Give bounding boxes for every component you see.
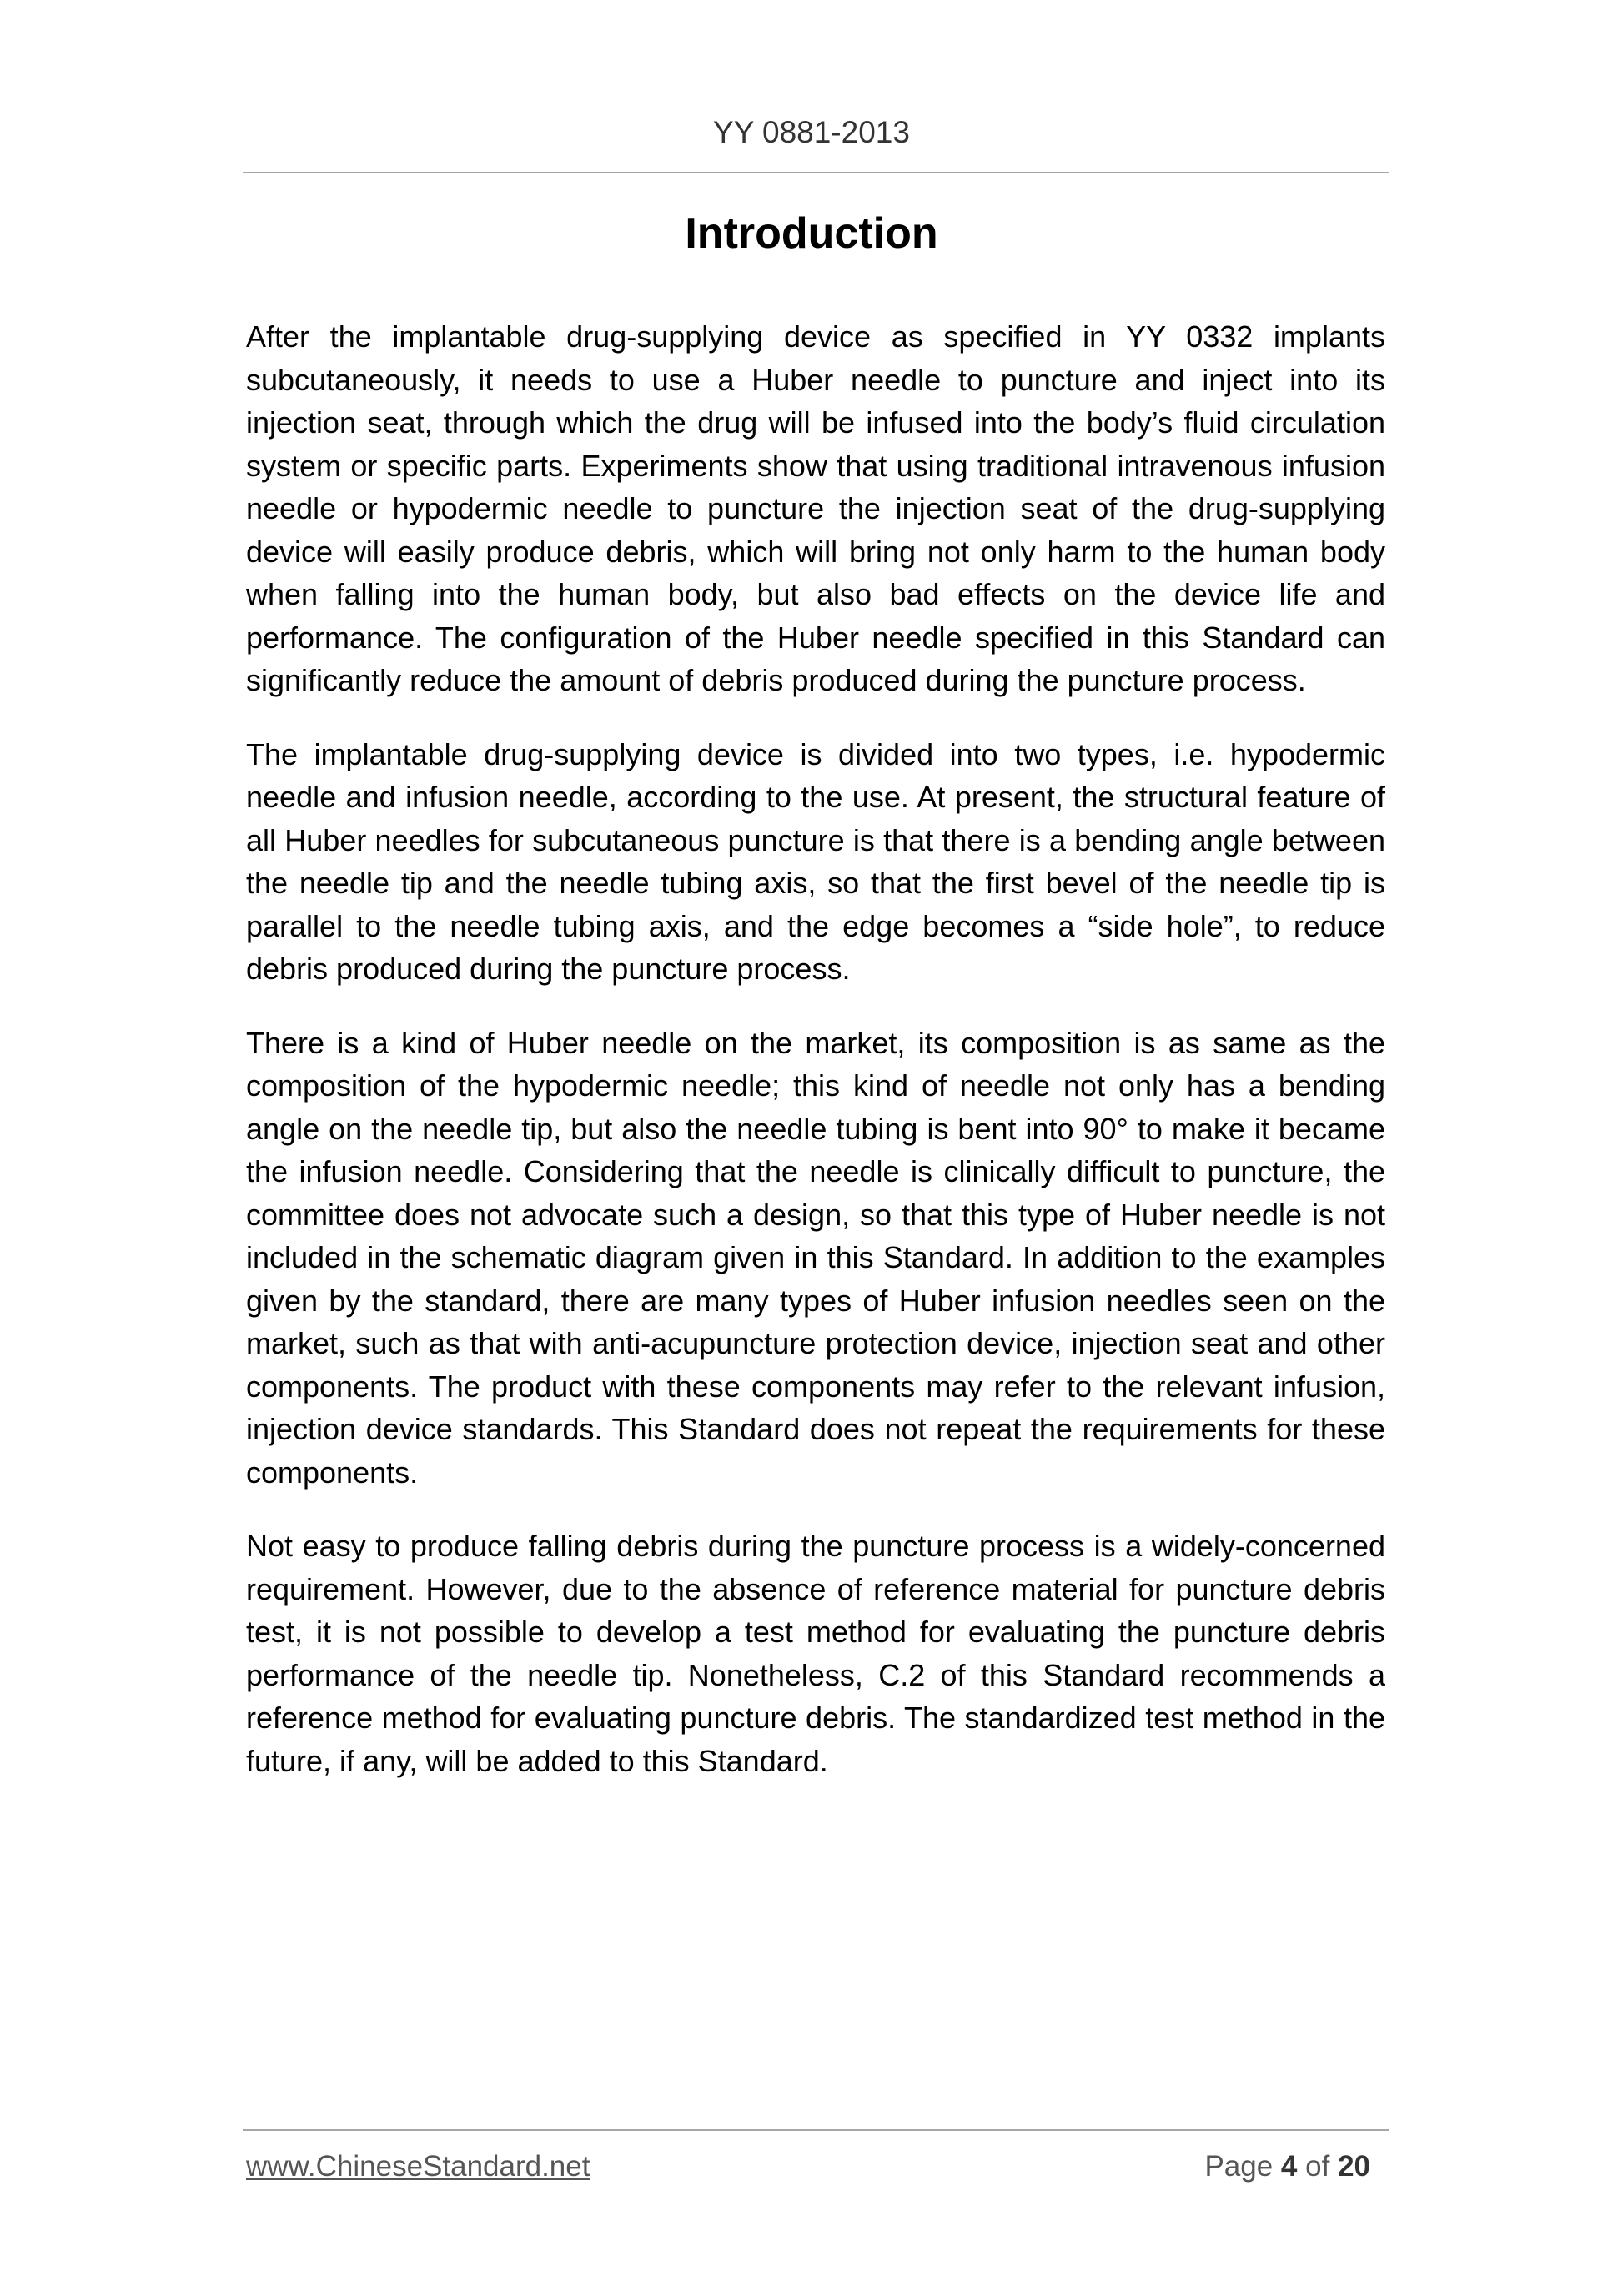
body-text (246, 315, 1385, 1813)
page-total: 20 (1338, 2150, 1370, 2183)
page-current: 4 (1280, 2150, 1298, 2183)
paragraph-3: There is a kind of Huber needle on the market, its composition is as same as the composition of the hypodermic needle; this kind of needle not only has a bending angle on the needle tip, but also the needle tubing is bent into 90° to make it became the infusion needle. Considering that the needle is clinically difficult to puncture, the committee does not advocate such a design, so that this type of Huber needle is not included in the schematic diagram given in this Standard. In addition to the examples given by the standard, there are many types of Huber infusion needles seen on the market, such as that with anti-acupuncture protection device, injection seat and other components. The product with these components may refer to the relevant infusion, injection device standards. This Standard does not repeat the requirements for these components. (246, 1025, 1385, 1490)
document-header: YY 0881-2013 (713, 115, 910, 149)
paragraph-2: The implantable drug-supplying device is divided into two types, i.e. hypodermic needle and infusion needle, according to the use. At present, the structural feature of all Huber needles for subcutaneous puncture is that there is a bending angle between the needle tip and the needle tubing axis, so that the first bevel of the needle tip is parallel to the needle tubing axis, and the edge becomes a “side hole”, to reduce debris produced during the puncture process. (246, 736, 1385, 986)
paragraph-1: After the implantable drug-supplying device as specified in YY 0332 implants subcutaneously, it needs to use a Huber needle to puncture and inject into its injection seat, through which the drug will be infused into the body’s fluid circulation system or specific parts. Experiments show that using traditional intravenous infusion needle or hypodermic needle to puncture the injection seat of the drug-supplying device will easily produce debris, which will bring not only harm to the human body when falling into the human body, but also bad effects on the device life and performance. The configuration of the Huber needle specified in this Standard can significantly reduce the amount of debris produced during the puncture process. (246, 319, 1385, 697)
page-of: of (1305, 2150, 1330, 2183)
page-label: Page (1204, 2150, 1274, 2183)
website-link[interactable]: www.ChineseStandard.net (246, 2150, 590, 2183)
footer-divider (243, 2129, 1389, 2131)
page-title: Introduction (685, 209, 938, 258)
paragraph-4: Not easy to produce falling debris during the puncture process is a widely-concerned requirement. However, due to the absence of reference material for puncture debris test, it is not possible to develop a test method for evaluating the puncture debris performance of the needle tip. Nonetheless, C.2 of this Standard recommends a reference method for evaluating puncture debris. The standardized test method in the future, if any, will be added to this Standard. (246, 1529, 1385, 1778)
header-divider (243, 172, 1389, 173)
page-number (1204, 2150, 1370, 2183)
